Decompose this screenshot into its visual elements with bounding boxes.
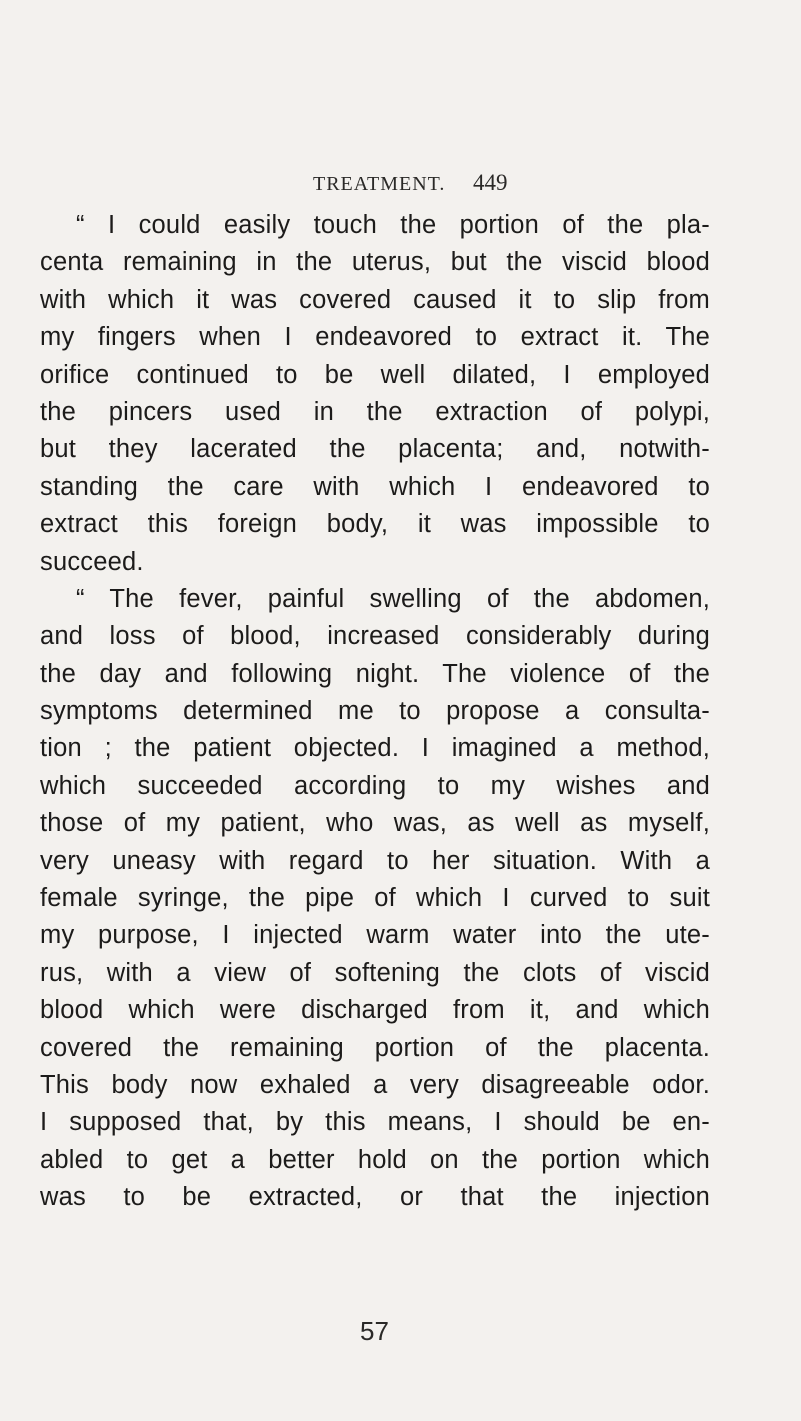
text-line: extract this foreign body, it was impossible to: [40, 510, 710, 539]
text-line: the day and following night. The violence of the: [40, 659, 710, 688]
text-line: which succeeded according to my wishes and: [40, 771, 710, 800]
text-line: my purpose, I injected warm water into the ute-: [40, 921, 710, 950]
text-line: centa remaining in the uterus, but the viscid blood: [40, 248, 710, 277]
text-line: “ The fever, painful swelling of the abdomen,: [76, 584, 710, 613]
text-line: with which it was covered caused it to slip from: [40, 285, 710, 314]
text-line: the pincers used in the extraction of polypi,: [40, 397, 710, 426]
text-line: those of my patient, who was, as well as myself,: [40, 809, 710, 838]
running-head-title: TREATMENT.: [313, 173, 446, 195]
text-line: standing the care with which I endeavored to: [40, 472, 710, 501]
page-number: 449: [473, 170, 508, 195]
text-line: abled to get a better hold on the portion which: [40, 1145, 710, 1174]
body-text: [40, 207, 710, 1217]
text-line: blood which were discharged from it, and which: [40, 996, 710, 1025]
text-line: symptoms determined me to propose a consulta-: [40, 697, 710, 726]
text-line: “ I could easily touch the portion of the pla-: [76, 211, 710, 239]
text-line: I supposed that, by this means, I should be en-: [40, 1108, 710, 1137]
signature-mark: [0, 1316, 801, 1347]
text-line: succeed.: [40, 547, 144, 576]
text-line: but they lacerated the placenta; and, notwith-: [40, 435, 710, 464]
text-line: rus, with a view of softening the clots of viscid: [40, 958, 710, 987]
text-line: and loss of blood, increased considerably during: [40, 622, 710, 651]
text-line: orifice continued to be well dilated, I employed: [40, 360, 710, 389]
signature-number: 57: [360, 1316, 389, 1346]
text-line: my fingers when I endeavored to extract it. The: [40, 323, 710, 352]
text-line: very uneasy with regard to her situation. With a: [40, 846, 710, 875]
text-line: tion ; the patient objected. I imagined a method,: [40, 734, 710, 763]
text-line: female syringe, the pipe of which I curved to suit: [40, 884, 710, 913]
running-head: [0, 170, 801, 203]
text-line: This body now exhaled a very disagreeable odor.: [40, 1070, 710, 1099]
text-line: was to be extracted, or that the injection: [40, 1183, 710, 1212]
text-line: covered the remaining portion of the placenta.: [40, 1033, 710, 1062]
